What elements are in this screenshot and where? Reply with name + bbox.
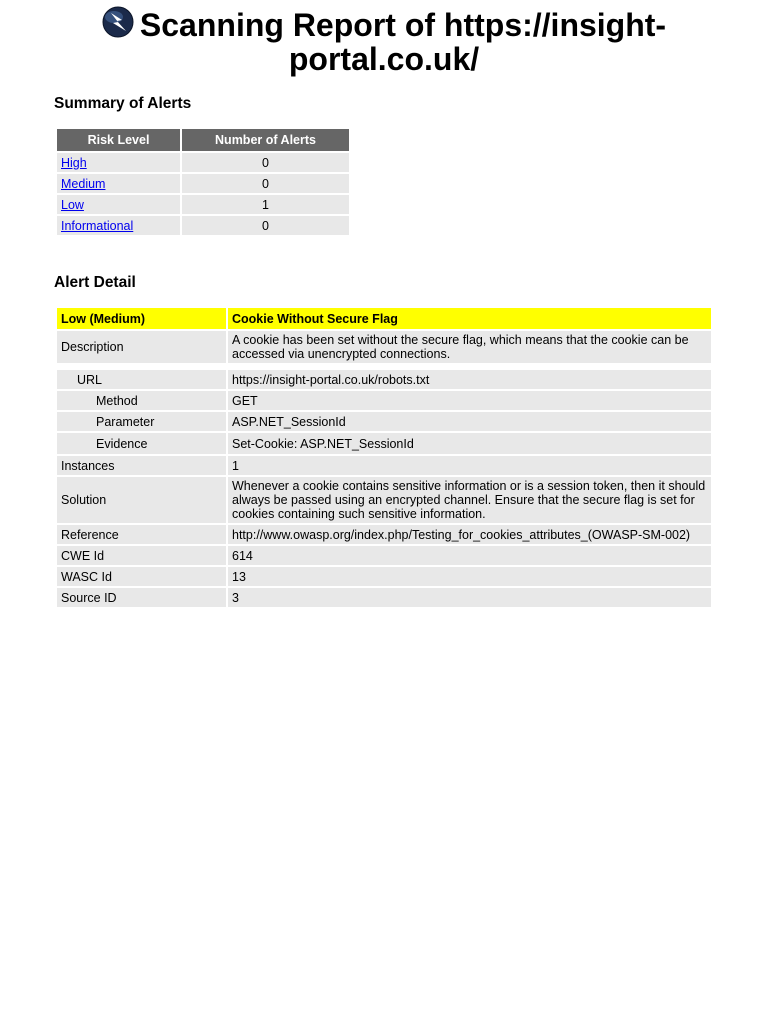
table-row: [57, 370, 711, 389]
instances-label: Instances: [57, 456, 226, 475]
table-row: [57, 391, 711, 410]
parameter-value: ASP.NET_SessionId: [228, 412, 711, 431]
wasc-label: WASC Id: [57, 567, 226, 586]
alert-header-row: [57, 308, 711, 329]
alert-detail-heading: Alert Detail: [54, 274, 136, 291]
alert-count: 0: [182, 174, 349, 193]
table-row: [57, 456, 711, 475]
table-row: [57, 546, 711, 565]
number-of-alerts-header: Number of Alerts: [182, 129, 349, 151]
table-row: [57, 525, 711, 544]
source-id-value: 3: [228, 588, 711, 607]
risk-link-medium[interactable]: Medium: [61, 176, 106, 191]
table-row: [57, 174, 349, 193]
url-value: https://insight-portal.co.uk/robots.txt: [228, 370, 711, 389]
evidence-value: Set-Cookie: ASP.NET_SessionId: [228, 433, 711, 454]
report-header: [0, 6, 768, 76]
url-label: URL: [57, 370, 226, 389]
instances-value: 1: [228, 456, 711, 475]
risk-level-header: Risk Level: [57, 129, 180, 151]
cwe-value: 614: [228, 546, 711, 565]
alert-count: 1: [182, 195, 349, 214]
reference-value: http://www.owasp.org/index.php/Testing_for_cookies_attributes_(OWASP-SM-002): [228, 525, 711, 544]
wasc-value: 13: [228, 567, 711, 586]
source-id-label: Source ID: [57, 588, 226, 607]
risk-link-high[interactable]: High: [61, 155, 87, 170]
risk-link-low[interactable]: Low: [61, 197, 84, 212]
description-value: A cookie has been set without the secure flag, which means that the cookie can be accessed via unencrypted connections.: [228, 331, 711, 363]
solution-value: Whenever a cookie contains sensitive information or is a session token, then it should always be passed using an encrypted channel. Ensure that the secure flag is set for cookies containing such sensitive information.: [228, 477, 711, 523]
table-row: [57, 331, 711, 363]
table-row: [57, 412, 711, 431]
alert-risk: Low (Medium): [57, 308, 226, 329]
table-row: [57, 477, 711, 523]
summary-table: [55, 127, 351, 237]
reference-label: Reference: [57, 525, 226, 544]
cwe-label: CWE Id: [57, 546, 226, 565]
page-title: [0, 6, 768, 76]
method-value: GET: [228, 391, 711, 410]
method-label: Method: [57, 391, 226, 410]
solution-label: Solution: [57, 477, 226, 523]
table-row: [57, 195, 349, 214]
alert-count: 0: [182, 153, 349, 172]
summary-heading: Summary of Alerts: [54, 95, 192, 112]
table-row: [57, 216, 349, 235]
table-row: [57, 153, 349, 172]
summary-header-row: [57, 129, 349, 151]
alert-count: 0: [182, 216, 349, 235]
table-row: [57, 433, 711, 454]
page-title-text: Scanning Report of https://insight-portal.co.uk/: [139, 7, 667, 77]
zap-logo-icon: [102, 6, 134, 38]
risk-link-informational[interactable]: Informational: [61, 218, 134, 233]
row-spacer: [57, 365, 711, 368]
table-row: [57, 567, 711, 586]
evidence-label: Evidence: [57, 433, 226, 454]
alert-detail-table: [55, 306, 713, 609]
parameter-label: Parameter: [57, 412, 226, 431]
description-label: Description: [57, 331, 226, 363]
table-row: [57, 588, 711, 607]
alert-name: Cookie Without Secure Flag: [228, 308, 711, 329]
